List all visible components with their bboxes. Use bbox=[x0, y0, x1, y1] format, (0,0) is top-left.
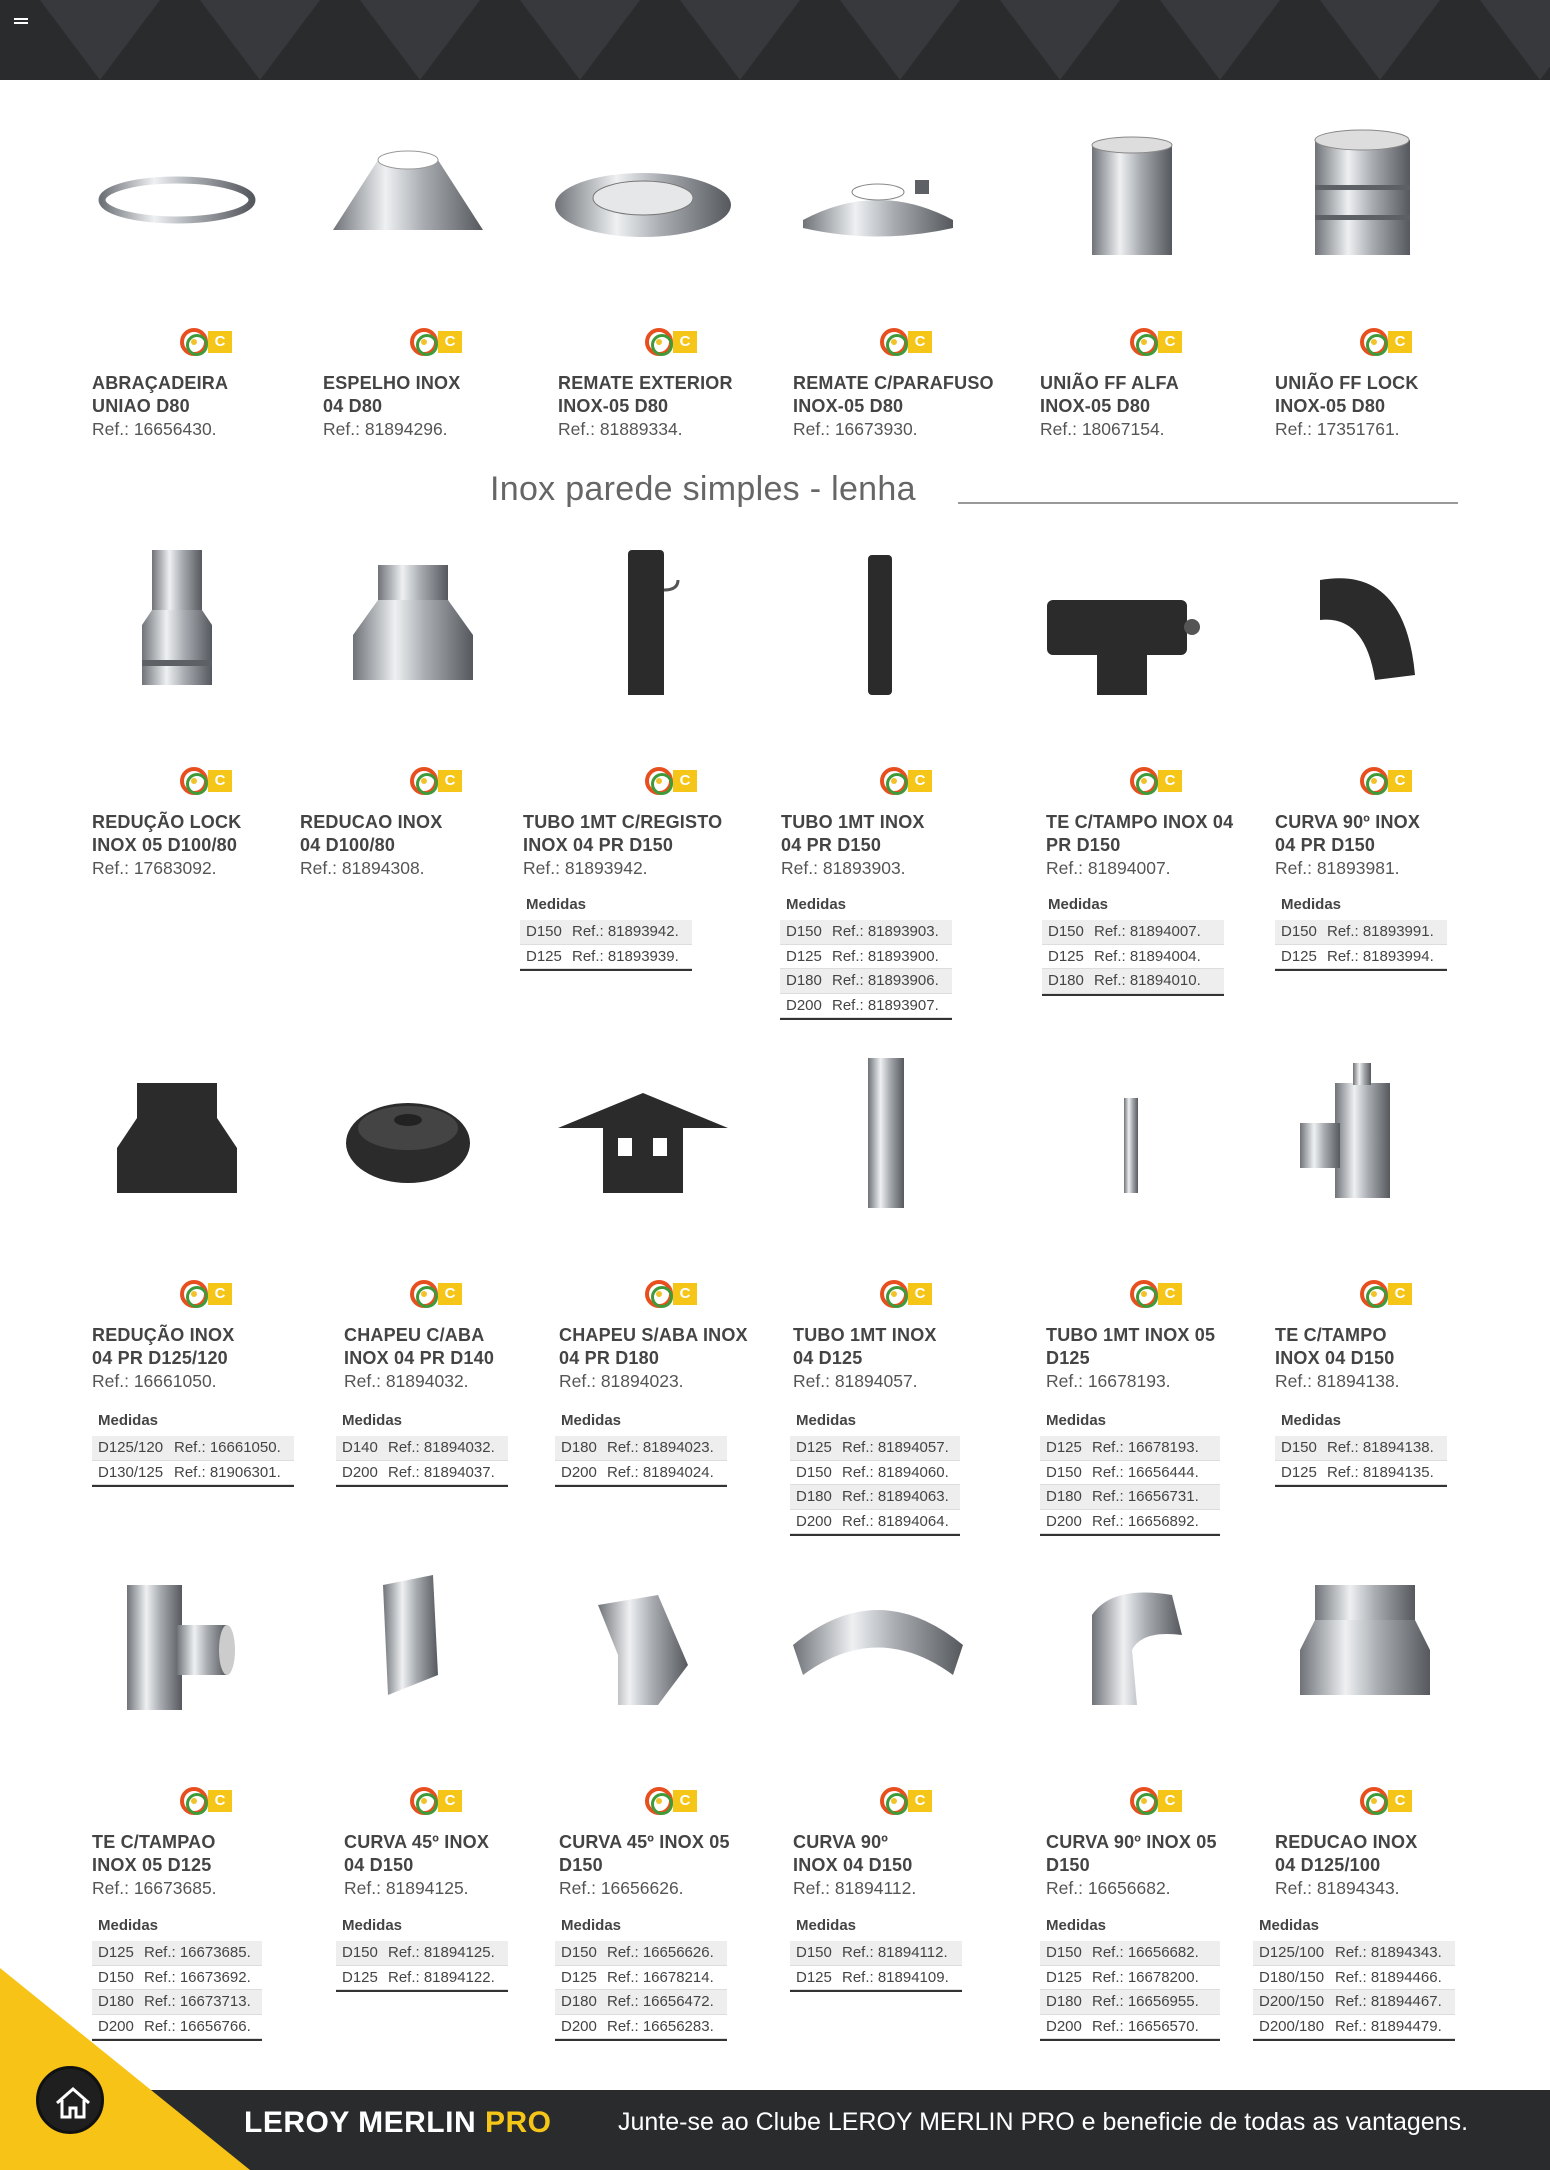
medidas-table bbox=[790, 1917, 962, 1992]
medidas-row bbox=[1040, 1990, 1220, 2015]
product-name: TE C/TAMPO INOX 04 PR D150 bbox=[1046, 812, 1234, 855]
steel-tee-image bbox=[1265, 1058, 1455, 1208]
certification-badge-icon: C bbox=[410, 326, 466, 356]
medidas-ref: Ref.: 81894125. bbox=[388, 1944, 495, 1962]
medidas-row bbox=[780, 994, 952, 1019]
certification-badge-icon: C bbox=[180, 1785, 236, 1815]
medidas-row bbox=[1040, 1461, 1220, 1486]
product-ref: Ref.: 16656626. bbox=[559, 1878, 684, 1898]
product-ref: Ref.: 81893981. bbox=[1275, 858, 1400, 878]
product-ref: Ref.: 16678193. bbox=[1046, 1371, 1171, 1391]
flat-flange-image bbox=[548, 120, 738, 270]
certification-badge-icon: C bbox=[180, 765, 236, 795]
certification-badge-icon: C bbox=[1360, 765, 1416, 795]
screw-flange-image bbox=[783, 120, 973, 270]
thin-pipe-image bbox=[1032, 1058, 1222, 1208]
medidas-ref: Ref.: 81894138. bbox=[1327, 1439, 1434, 1457]
medidas-ref: Ref.: 16678200. bbox=[1092, 1968, 1199, 1986]
medidas-size: D150 bbox=[1281, 923, 1317, 941]
medidas-row bbox=[1042, 920, 1224, 945]
table-divider bbox=[780, 1018, 952, 1020]
medidas-size: D180/150 bbox=[1259, 1968, 1325, 1986]
medidas-row bbox=[780, 945, 952, 970]
section-title: Inox parede simples - lenha bbox=[490, 470, 916, 508]
medidas-size: D125 bbox=[1046, 1439, 1082, 1457]
cone-collar-image bbox=[313, 120, 503, 270]
product-ref: Ref.: 81894308. bbox=[300, 858, 425, 878]
product-ref: Ref.: 16656430. bbox=[92, 419, 217, 439]
medidas-size: D180 bbox=[561, 1993, 597, 2011]
medidas-table bbox=[520, 896, 692, 971]
medidas-ref: Ref.: 81894004. bbox=[1094, 947, 1201, 965]
medidas-size: D125 bbox=[796, 1439, 832, 1457]
product-ref: Ref.: 81893942. bbox=[523, 858, 648, 878]
medidas-ref: Ref.: 81894109. bbox=[842, 1968, 949, 1986]
medidas-size: D180 bbox=[1046, 1993, 1082, 2011]
product-ref: Ref.: 81894138. bbox=[1275, 1371, 1400, 1391]
medidas-table bbox=[780, 896, 952, 1020]
medidas-ref: Ref.: 81894010. bbox=[1094, 972, 1201, 990]
medidas-row bbox=[1040, 1510, 1220, 1535]
medidas-ref: Ref.: 16673685. bbox=[144, 1944, 251, 1962]
medidas-size: D180 bbox=[796, 1488, 832, 1506]
medidas-row bbox=[336, 1941, 508, 1966]
medidas-header: Medidas bbox=[1259, 1917, 1320, 1934]
home-icon bbox=[53, 2083, 93, 2123]
medidas-size: D200 bbox=[561, 2017, 597, 2035]
footer-accent bbox=[0, 1968, 250, 2170]
home-button[interactable] bbox=[36, 2066, 104, 2134]
certification-badge-icon: C bbox=[410, 1278, 466, 1308]
table-divider bbox=[790, 1990, 962, 1992]
medidas-size: D200/180 bbox=[1259, 2017, 1325, 2035]
medidas-row bbox=[555, 1990, 727, 2015]
medidas-size: D180 bbox=[561, 1439, 597, 1457]
product-name: REDUCAO INOX 04 D100/80 bbox=[300, 812, 443, 855]
medidas-row bbox=[1275, 1436, 1447, 1461]
medidas-header: Medidas bbox=[1281, 896, 1342, 913]
medidas-ref: Ref.: 81894063. bbox=[842, 1488, 949, 1506]
medidas-ref: Ref.: 81906301. bbox=[174, 1463, 281, 1481]
product-ref: Ref.: 81894023. bbox=[559, 1371, 684, 1391]
medidas-ref: Ref.: 16656682. bbox=[1092, 1944, 1199, 1962]
medidas-row bbox=[336, 1436, 508, 1461]
table-divider bbox=[790, 1534, 960, 1536]
medidas-ref: Ref.: 81894479. bbox=[1335, 2017, 1442, 2035]
medidas-size: D125/120 bbox=[98, 1439, 164, 1457]
product-name: UNIÃO FF ALFA INOX-05 D80 bbox=[1040, 373, 1179, 416]
medidas-size: D130/125 bbox=[98, 1463, 164, 1481]
medidas-size: D125 bbox=[98, 1944, 134, 1962]
clamp-ring-image bbox=[82, 120, 272, 270]
medidas-ref: Ref.: 16656955. bbox=[1092, 1993, 1199, 2011]
medidas-header: Medidas bbox=[1048, 896, 1109, 913]
medidas-size: D150 bbox=[796, 1944, 832, 1962]
medidas-header: Medidas bbox=[342, 1917, 403, 1934]
medidas-row bbox=[780, 969, 952, 994]
black-cap-image bbox=[313, 1058, 503, 1208]
product-name: ESPELHO INOX 04 D80 bbox=[323, 373, 461, 416]
medidas-row bbox=[1275, 945, 1447, 970]
table-divider bbox=[1040, 1534, 1220, 1536]
table-divider bbox=[336, 1485, 508, 1487]
certification-badge-icon: C bbox=[1130, 1785, 1186, 1815]
medidas-size: D150 bbox=[98, 1968, 134, 1986]
product-name: TUBO 1MT INOX 04 D125 bbox=[793, 1325, 937, 1368]
medidas-size: D200 bbox=[1046, 2017, 1082, 2035]
medidas-table bbox=[1042, 896, 1224, 996]
black-tee-image bbox=[1032, 545, 1222, 695]
medidas-ref: Ref.: 81893994. bbox=[1327, 947, 1434, 965]
product-name: ABRAÇADEIRA UNIAO D80 bbox=[92, 373, 229, 416]
medidas-size: D125 bbox=[1281, 947, 1317, 965]
medidas-size: D200 bbox=[561, 1463, 597, 1481]
medidas-row bbox=[1253, 1990, 1455, 2015]
product-name: CURVA 45º INOX 04 D150 bbox=[344, 1832, 490, 1875]
elbow-90-b-image bbox=[1032, 1565, 1222, 1715]
table-divider bbox=[555, 1485, 727, 1487]
medidas-size: D200 bbox=[1046, 1512, 1082, 1530]
product-name: REMATE EXTERIOR INOX-05 D80 bbox=[558, 373, 733, 416]
medidas-size: D125 bbox=[342, 1968, 378, 1986]
medidas-size: D125 bbox=[1046, 1968, 1082, 1986]
union-sleeve-image bbox=[1032, 120, 1222, 270]
medidas-header: Medidas bbox=[561, 1917, 622, 1934]
medidas-size: D150 bbox=[1281, 1439, 1317, 1457]
product-name: TE C/TAMPAO INOX 05 D125 bbox=[92, 1832, 216, 1875]
medidas-ref: Ref.: 16656626. bbox=[607, 1944, 714, 1962]
section-divider bbox=[958, 502, 1458, 504]
medidas-row bbox=[790, 1510, 960, 1535]
medidas-row bbox=[790, 1436, 960, 1461]
steel-reducer-image bbox=[1265, 1565, 1455, 1715]
medidas-table bbox=[790, 1412, 960, 1536]
table-divider bbox=[92, 1485, 294, 1487]
product-ref: Ref.: 81894125. bbox=[344, 1878, 469, 1898]
medidas-row bbox=[555, 1436, 727, 1461]
medidas-ref: Ref.: 16656766. bbox=[144, 2017, 251, 2035]
medidas-ref: Ref.: 81894122. bbox=[388, 1968, 495, 1986]
table-divider bbox=[1042, 994, 1224, 996]
medidas-size: D200/150 bbox=[1259, 1993, 1325, 2011]
product-name: TUBO 1MT C/REGISTO INOX 04 PR D150 bbox=[523, 812, 723, 855]
medidas-size: D140 bbox=[342, 1439, 378, 1457]
medidas-row bbox=[790, 1966, 962, 1991]
medidas-row bbox=[92, 1436, 294, 1461]
medidas-ref: Ref.: 81893906. bbox=[832, 972, 939, 990]
medidas-size: D200 bbox=[98, 2017, 134, 2035]
product-name: REDUÇÃO INOX 04 PR D125/120 bbox=[92, 1325, 235, 1368]
medidas-ref: Ref.: 81893900. bbox=[832, 947, 939, 965]
table-divider bbox=[555, 2039, 727, 2041]
medidas-row bbox=[520, 920, 692, 945]
medidas-row bbox=[1042, 945, 1224, 970]
medidas-header: Medidas bbox=[1046, 1412, 1107, 1429]
medidas-ref: Ref.: 16656731. bbox=[1092, 1488, 1199, 1506]
product-ref: Ref.: 16673930. bbox=[793, 419, 918, 439]
medidas-row bbox=[1253, 1966, 1455, 1991]
medidas-ref: Ref.: 81893939. bbox=[572, 947, 679, 965]
medidas-row bbox=[1040, 1966, 1220, 1991]
medidas-ref: Ref.: 16678193. bbox=[1092, 1439, 1199, 1457]
elbow-90-image bbox=[783, 1565, 973, 1715]
product-name: TUBO 1MT INOX 05 D125 bbox=[1046, 1325, 1216, 1368]
medidas-size: D150 bbox=[342, 1944, 378, 1962]
medidas-size: D150 bbox=[526, 923, 562, 941]
medidas-ref: Ref.: 81894023. bbox=[607, 1439, 714, 1457]
medidas-header: Medidas bbox=[1281, 1412, 1342, 1429]
certification-badge-icon: C bbox=[1130, 326, 1186, 356]
medidas-table bbox=[1040, 1412, 1220, 1536]
medidas-header: Medidas bbox=[796, 1412, 857, 1429]
medidas-size: D150 bbox=[1046, 1944, 1082, 1962]
product-name: CHAPEU S/ABA INOX 04 PR D180 bbox=[559, 1325, 748, 1368]
medidas-size: D125 bbox=[796, 1968, 832, 1986]
black-pipe-image bbox=[783, 545, 973, 695]
medidas-size: D150 bbox=[1048, 923, 1084, 941]
reducer-lock-image bbox=[82, 545, 272, 695]
medidas-ref: Ref.: 81894467. bbox=[1335, 1993, 1442, 2011]
certification-badge-icon: C bbox=[880, 765, 936, 795]
medidas-table bbox=[1275, 896, 1447, 971]
medidas-row bbox=[92, 1461, 294, 1486]
product-name: TE C/TAMPO INOX 04 D150 bbox=[1275, 1325, 1395, 1368]
medidas-header: Medidas bbox=[98, 1412, 159, 1429]
medidas-ref: Ref.: 81894466. bbox=[1335, 1968, 1442, 1986]
medidas-size: D150 bbox=[786, 923, 822, 941]
medidas-row bbox=[555, 1461, 727, 1486]
table-divider bbox=[1040, 2039, 1220, 2041]
medidas-row bbox=[555, 1966, 727, 1991]
top-banner bbox=[0, 0, 1550, 80]
medidas-size: D180 bbox=[786, 972, 822, 990]
medidas-header: Medidas bbox=[786, 896, 847, 913]
product-ref: Ref.: 81894112. bbox=[793, 1878, 917, 1898]
product-ref: Ref.: 17683092. bbox=[92, 858, 217, 878]
product-ref: Ref.: 17351761. bbox=[1275, 419, 1400, 439]
elbow-45-image bbox=[313, 1565, 503, 1715]
medidas-ref: Ref.: 16673692. bbox=[144, 1968, 251, 1986]
steel-pipe-image bbox=[783, 1058, 973, 1208]
medidas-header: Medidas bbox=[1046, 1917, 1107, 1934]
table-divider bbox=[1275, 969, 1447, 971]
medidas-size: D150 bbox=[1046, 1463, 1082, 1481]
medidas-row bbox=[92, 1941, 262, 1966]
product-name: REMATE C/PARAFUSO INOX-05 D80 bbox=[793, 373, 994, 416]
product-ref: Ref.: 18067154. bbox=[1040, 419, 1165, 439]
reducer-image bbox=[313, 545, 503, 695]
medidas-ref: Ref.: 16661050. bbox=[174, 1439, 281, 1457]
medidas-ref: Ref.: 81894024. bbox=[607, 1463, 714, 1481]
medidas-row bbox=[1042, 969, 1224, 994]
medidas-ref: Ref.: 16656570. bbox=[1092, 2017, 1199, 2035]
medidas-row bbox=[790, 1461, 960, 1486]
medidas-size: D180 bbox=[1046, 1488, 1082, 1506]
medidas-header: Medidas bbox=[796, 1917, 857, 1934]
medidas-size: D125 bbox=[561, 1968, 597, 1986]
product-ref: Ref.: 81894296. bbox=[323, 419, 448, 439]
product-ref: Ref.: 81894007. bbox=[1046, 858, 1171, 878]
medidas-table bbox=[336, 1412, 508, 1487]
medidas-row bbox=[520, 945, 692, 970]
medidas-table bbox=[1040, 1917, 1220, 2041]
table-divider bbox=[1253, 2039, 1455, 2041]
product-ref: Ref.: 81894032. bbox=[344, 1371, 469, 1391]
product-ref: Ref.: 81894343. bbox=[1275, 1878, 1400, 1898]
product-name: CHAPEU C/ABA INOX 04 PR D140 bbox=[344, 1325, 495, 1368]
certification-badge-icon: C bbox=[1360, 326, 1416, 356]
medidas-row bbox=[790, 1485, 960, 1510]
medidas-header: Medidas bbox=[561, 1412, 622, 1429]
medidas-ref: Ref.: 81894037. bbox=[388, 1463, 495, 1481]
medidas-ref: Ref.: 16673713. bbox=[144, 1993, 251, 2011]
medidas-header: Medidas bbox=[342, 1412, 403, 1429]
medidas-ref: Ref.: 81894112. bbox=[842, 1944, 948, 1962]
medidas-ref: Ref.: 81894343. bbox=[1335, 1944, 1442, 1962]
medidas-row bbox=[1040, 1485, 1220, 1510]
medidas-ref: Ref.: 16656892. bbox=[1092, 1512, 1199, 1530]
certification-badge-icon: C bbox=[645, 1785, 701, 1815]
medidas-ref: Ref.: 81894135. bbox=[1327, 1463, 1434, 1481]
certification-badge-icon: C bbox=[645, 1278, 701, 1308]
medidas-row bbox=[1275, 920, 1447, 945]
steel-tee-cap-image bbox=[82, 1565, 272, 1715]
medidas-size: D125 bbox=[1048, 947, 1084, 965]
brand-logo: LEROY MERLIN PRO bbox=[244, 2106, 552, 2139]
medidas-ref: Ref.: 81894032. bbox=[388, 1439, 495, 1457]
product-ref: Ref.: 16656682. bbox=[1046, 1878, 1171, 1898]
medidas-row bbox=[336, 1966, 508, 1991]
certification-badge-icon: C bbox=[880, 1278, 936, 1308]
product-name: TUBO 1MT INOX 04 PR D150 bbox=[781, 812, 925, 855]
table-divider bbox=[520, 969, 692, 971]
product-name: CURVA 90º INOX 05 D150 bbox=[1046, 1832, 1217, 1875]
certification-badge-icon: C bbox=[645, 765, 701, 795]
product-name: CURVA 90º INOX 04 PR D150 bbox=[1275, 812, 1421, 855]
medidas-row bbox=[1040, 2015, 1220, 2040]
product-name: CURVA 45º INOX 05 D150 bbox=[559, 1832, 730, 1875]
certification-badge-icon: C bbox=[880, 1785, 936, 1815]
black-elbow-image bbox=[1265, 545, 1455, 695]
medidas-table bbox=[336, 1917, 508, 1992]
medidas-size: D125 bbox=[1281, 1463, 1317, 1481]
black-hat-image bbox=[548, 1058, 738, 1208]
certification-badge-icon: C bbox=[1130, 765, 1186, 795]
product-name: UNIÃO FF LOCK INOX-05 D80 bbox=[1275, 373, 1419, 416]
product-ref: Ref.: 81889334. bbox=[558, 419, 683, 439]
medidas-size: D150 bbox=[796, 1463, 832, 1481]
certification-badge-icon: C bbox=[410, 1785, 466, 1815]
medidas-table bbox=[555, 1917, 727, 2041]
medidas-size: D125 bbox=[526, 947, 562, 965]
medidas-size: D200 bbox=[786, 996, 822, 1014]
certification-badge-icon: C bbox=[180, 326, 236, 356]
medidas-ref: Ref.: 81894057. bbox=[842, 1439, 949, 1457]
medidas-header: Medidas bbox=[526, 896, 587, 913]
medidas-ref: Ref.: 81893991. bbox=[1327, 923, 1434, 941]
medidas-row bbox=[1040, 1941, 1220, 1966]
medidas-ref: Ref.: 16656444. bbox=[1092, 1463, 1199, 1481]
medidas-ref: Ref.: 16656283. bbox=[607, 2017, 714, 2035]
medidas-row bbox=[555, 1941, 727, 1966]
certification-badge-icon: C bbox=[1130, 1278, 1186, 1308]
medidas-table bbox=[1275, 1412, 1447, 1487]
lock-sleeve-image bbox=[1265, 120, 1455, 270]
medidas-table bbox=[1253, 1917, 1455, 2041]
product-ref: Ref.: 16673685. bbox=[92, 1878, 217, 1898]
menu-icon[interactable] bbox=[14, 18, 28, 28]
medidas-row bbox=[1275, 1461, 1447, 1486]
table-divider bbox=[336, 1990, 508, 1992]
black-pipe-damper-image bbox=[548, 545, 738, 695]
product-name: CURVA 90º INOX 04 D150 bbox=[793, 1832, 913, 1875]
certification-badge-icon: C bbox=[645, 326, 701, 356]
product-name: REDUCAO INOX 04 D125/100 bbox=[1275, 1832, 1418, 1875]
medidas-size: D200 bbox=[342, 1463, 378, 1481]
medidas-row bbox=[1253, 1941, 1455, 1966]
product-ref: Ref.: 81893903. bbox=[781, 858, 906, 878]
medidas-size: D200 bbox=[796, 1512, 832, 1530]
product-name: REDUÇÃO LOCK INOX 05 D100/80 bbox=[92, 812, 242, 855]
medidas-ref: Ref.: 16656472. bbox=[607, 1993, 714, 2011]
medidas-ref: Ref.: 81894060. bbox=[842, 1463, 949, 1481]
certification-badge-icon: C bbox=[1360, 1278, 1416, 1308]
medidas-ref: Ref.: 81894007. bbox=[1094, 923, 1201, 941]
medidas-size: D125/100 bbox=[1259, 1944, 1325, 1962]
medidas-size: D125 bbox=[786, 947, 822, 965]
medidas-row bbox=[790, 1941, 962, 1966]
medidas-ref: Ref.: 81893942. bbox=[572, 923, 679, 941]
medidas-row bbox=[1253, 2015, 1455, 2040]
elbow-45-b-image bbox=[548, 1565, 738, 1715]
table-divider bbox=[1275, 1485, 1447, 1487]
medidas-ref: Ref.: 81894064. bbox=[842, 1512, 949, 1530]
medidas-ref: Ref.: 16678214. bbox=[607, 1968, 714, 1986]
medidas-row bbox=[555, 2015, 727, 2040]
medidas-ref: Ref.: 81893903. bbox=[832, 923, 939, 941]
certification-badge-icon: C bbox=[410, 765, 466, 795]
medidas-row bbox=[336, 1461, 508, 1486]
product-ref: Ref.: 81894057. bbox=[793, 1371, 918, 1391]
medidas-table bbox=[92, 1412, 294, 1487]
medidas-row bbox=[1040, 1436, 1220, 1461]
black-reducer-image bbox=[82, 1058, 272, 1208]
certification-badge-icon: C bbox=[180, 1278, 236, 1308]
medidas-size: D150 bbox=[561, 1944, 597, 1962]
footer-tagline: Junte-se ao Clube LEROY MERLIN PRO e beneficie de todas as vantagens. bbox=[618, 2108, 1469, 2136]
certification-badge-icon: C bbox=[1360, 1785, 1416, 1815]
product-ref: Ref.: 16661050. bbox=[92, 1371, 217, 1391]
medidas-header: Medidas bbox=[98, 1917, 159, 1934]
medidas-size: D180 bbox=[98, 1993, 134, 2011]
medidas-size: D180 bbox=[1048, 972, 1084, 990]
certification-badge-icon: C bbox=[880, 326, 936, 356]
medidas-ref: Ref.: 81893907. bbox=[832, 996, 939, 1014]
medidas-row bbox=[780, 920, 952, 945]
medidas-table bbox=[555, 1412, 727, 1487]
